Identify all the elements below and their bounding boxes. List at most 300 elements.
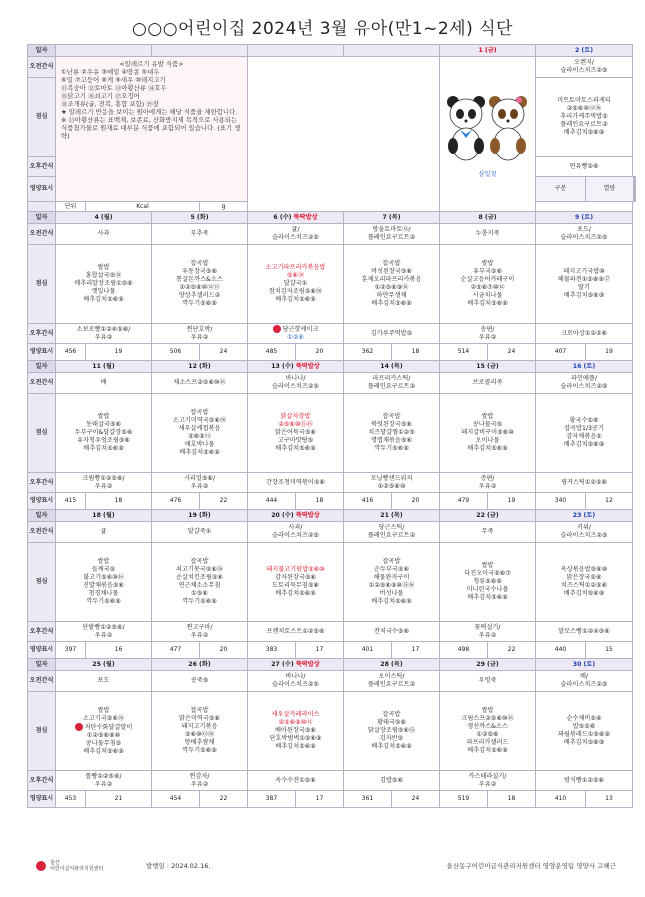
menu-line: 롤빵①②⑤⑥/ [85,772,122,780]
day-header [344,659,440,671]
menu-line: 우유② [190,631,209,639]
am-snack-cell [440,373,536,394]
kcal-value: 485 [248,344,296,361]
day-date: 6 (수) [273,213,292,221]
kcal-value: 454 [152,791,200,808]
menu-line: 청경채나물 [88,590,119,597]
menu-line: 송편/ [480,325,495,333]
menu-line: 동태살국⑤⑥ [85,421,121,428]
holiday-label: 삼일절 [478,170,497,178]
menu-line: ⑤⑥⑩⑫⑯ [184,731,215,738]
kcal-value: 514 [440,344,488,361]
am-snack-cell [536,57,633,78]
am-snack-cell [248,671,344,692]
pm-snack-cell [56,324,152,344]
menu-line: 밤식빵①②⑤⑥ [563,776,605,784]
menu-line: 핑거스틱①②⑤⑥ [560,478,608,486]
pm-snack-cell [248,473,344,493]
menu-line: 옥수수전①⑤⑥ [275,776,316,784]
day-header [56,212,152,224]
day-date: 18 (월) [92,511,115,519]
day-header [344,510,440,522]
pm-snack-cell [344,622,440,642]
day-header [440,510,536,522]
day-header [536,212,633,224]
notice-line: ⑥밀 ⑦고등어 ⑧게 ⑨새우 ⑩돼지고기 [61,76,166,84]
day-header [152,212,248,224]
menu-line: 우유② [478,780,497,788]
label-am-snack: 오전간식 [28,224,56,245]
panda-illustration [443,90,533,164]
menu-line: 돼지고기볶음 [181,723,218,730]
menu-line: 새우살케첩볶음 [178,425,221,432]
menu-line: 쌀밥 [481,562,494,569]
menu-line: 플레인요구르트② [367,383,416,390]
am-snack-cell [248,224,344,245]
menu-line: 꽈월볶래드①⑤⑥⑨ [557,731,611,738]
protein-value: 22 [200,791,248,808]
lunch-cell [152,245,248,324]
day-header [152,659,248,671]
kcal-value: 340 [536,493,586,510]
menu-line: 슬라이스치즈②⑤ [560,383,608,390]
kcal-value: 444 [248,493,296,510]
menu-line: 플레인요구르트② [560,121,608,128]
lunch-row [28,543,636,622]
menu-line: 유부국⑤⑥ [472,268,503,275]
menu-line: 깍두기⑤⑥⑨ [374,445,409,452]
org-line-1: 울산 [50,860,60,866]
protein-value: 22 [488,642,536,659]
day-header [56,510,152,522]
lunch-cell [248,543,344,622]
blank-cells [248,57,440,212]
menu-line: 우유② [94,333,113,341]
lunch-cell [440,394,536,473]
am-snack-cell [56,522,152,543]
menu-line: 슬라이스치즈②⑤ [560,532,608,539]
protein-value: 19 [86,344,152,361]
menu-line: 잔치국수⑤⑥ [373,627,409,635]
menu-line: ①②⑤⑥⑧⑩ [86,731,121,739]
protein-value: 24 [200,344,248,361]
kcal-value: 410 [536,791,586,808]
day-date: 26 (화) [188,660,211,668]
menu-line: 들깨국⑤ [91,566,116,573]
menu-line: 카스테라설기/ [468,772,507,780]
menu-line: 닭살자장밥 [280,413,311,420]
lunch-cell [536,245,633,324]
menu-line: ①②⑤⑥⑩⑫⑬ [179,284,220,291]
pm-snack-cell [440,771,536,791]
menu-line: 슬라이스치즈②⑤ [272,234,319,241]
am-snack-row [28,671,636,692]
day-header [56,45,152,57]
day-date: 2 (토) [574,46,594,54]
label-spacer [28,202,56,212]
menu-line: 깻잎나물 [91,288,116,295]
notice-line: ⑪복숭아 ⑫토마토 ⑬아황산류 ⑭호두 [61,84,167,92]
menu-line: 포도/ [576,226,592,233]
menu-line: 키위/ [576,524,592,531]
menu-line: 당근핫케이크 [282,326,319,333]
menu-line: 감자채볶음⑤ [566,433,602,440]
am-snack-row [28,57,636,78]
menu-line: 콩나물국⑤ [472,421,503,428]
menu-line: 당근스틱/ [378,524,405,531]
day-date: 19 (화) [188,511,211,519]
label-nutrition: 영양표시 [28,493,56,510]
label-day: 일자 [28,45,56,57]
pm-snack-cell [248,324,344,344]
menu-line: 순살치킨조림⑤⑥ [176,574,223,581]
menu-line: 딸기 [578,284,590,291]
menu-line: 닭살장조림⑤⑥⑮ [367,727,416,734]
menu-line: 순수제비⑤⑥ [566,715,602,722]
lunch-cell [440,245,536,324]
kcal-value: 415 [56,493,86,510]
menu-line: 채소스프②⑤⑥⑩⑯ [173,379,226,386]
am-snack-cell [344,224,440,245]
pm-snack-cell [344,473,440,493]
lunch-cell [248,245,344,324]
issue-date: 발행일 : 2024.02.16. [146,862,211,870]
am-snack-cell [152,671,248,692]
protein-value: 19 [488,493,536,510]
protein-value: 22 [200,493,248,510]
notice-line: ★ 알레르기 반응을 보이는 원아에게는 해당 식품을 제한합니다. [61,108,238,116]
menu-line: 오이스틱/ [378,673,405,680]
am-snack-cell [440,522,536,543]
menu-line: 잡곡밥 [382,413,401,420]
pm-snack-cell [56,622,152,642]
menu-line: 잡곡밥 [190,409,209,416]
lunch-row [28,692,636,771]
menu-line: 우유② [190,333,209,341]
lunch-cell [536,394,633,473]
menu-line: ⑤⑥⑨⑫ [188,433,211,440]
menu-line: 크림스프②⑤⑥⑩⑯ [461,715,514,722]
lunch-cell [56,543,152,622]
menu-line: 크로아상①②⑤⑥ [560,329,608,337]
pm-snack-cell [440,473,536,493]
menu-line: 소고기국⑤⑥⑯ [82,714,125,722]
kcal-value: 401 [344,642,392,659]
kcal-value: 387 [248,791,296,808]
menu-line: 치즈달걀찜①②⑤ [368,429,415,436]
kcal-value: 416 [344,493,392,510]
kcal-value: 498 [440,642,488,659]
protein-value: 17 [296,791,344,808]
nutrition-row [28,493,636,510]
menu-line: 쌀밥 [481,707,494,714]
menu-line: 크림빵①②⑤⑥/ [82,474,125,482]
menu-line: 명엽채볶음⑤⑥ [371,437,412,444]
menu-line: 해물파전①⑤⑥⑨⑰ [557,276,611,283]
menu-line: 우동장국⑤⑥ [181,268,217,275]
label-nutrition: 영양표시 [28,791,56,808]
menu-line: 파프리카스틱/ [372,375,411,382]
menu-line: 메추리알장조림①⑤⑥ [74,280,133,287]
label-pm-snack: 오후간식 [28,473,56,493]
menu-line: 플레인요구르트② [367,532,416,539]
kcal-value: 519 [440,791,488,808]
menu-line: 우유② [478,333,497,341]
day-header [440,659,536,671]
am-snack-cell [344,373,440,394]
day-date: 16 (토) [572,362,596,370]
day-header [56,659,152,671]
protein-value: 18 [86,493,152,510]
label-lunch: 점심 [28,245,56,324]
center-logo-icon [36,861,46,871]
am-snack-cell [440,224,536,245]
menu-line: 슬라이스치즈②⑤ [560,681,608,688]
menu-line: 오이나물 [475,437,500,444]
pm-snack-cell [440,622,536,642]
menu-line: 잡곡밥 [382,260,401,267]
menu-line: 파인애플/ [571,375,597,382]
day-date: 14 (목) [380,362,403,370]
menu-line: 새우살카레라이스 [271,711,320,718]
day-header [248,510,344,522]
day-date: 15 (금) [476,362,499,370]
menu-line: 슬라이스치즈②⑤ [272,681,319,688]
lunch-cell [248,394,344,473]
menu-line: 우유② [478,482,497,490]
lunch-cell [56,245,152,324]
am-snack-cell [344,522,440,543]
label-pm-snack: 오후간식 [28,157,56,177]
label-lunch: 점심 [28,692,56,771]
protein-value: 18 [488,791,536,808]
day-date: 12 (화) [188,362,211,370]
am-snack-cell [56,671,152,692]
menu-line: 꽃떡설기/ [474,623,501,631]
menu-line-with-icon [57,723,150,732]
day-date: 1 (금) [478,46,497,54]
pm-snack-cell [152,622,248,642]
lunch-cell [56,394,152,473]
menu-line: 배추김치⑤⑥⑨ [275,743,316,750]
special-badge: 뚝딱밥상 [293,213,318,221]
pm-snack-cell [248,622,344,642]
day-header [152,45,248,57]
menu-line: 바나나/ [285,375,306,382]
menu-line: 연근채소소무침 [178,582,221,589]
menu-line: 방울토마토⑫/ [372,226,411,233]
menu-line: 옥상볶음밥⑤⑥⑩ [560,566,608,573]
spacer [536,202,633,212]
nutrition-row [28,642,636,659]
pm-snack-cell [152,324,248,344]
menu-line: 배/ [579,673,589,680]
menu-line: 저탄수화달걀말이 [84,723,133,731]
am-snack-cell [152,224,248,245]
pm-snack-cell [536,473,633,493]
menu-line: 말모스빵①②④⑤⑥ [558,627,610,635]
day-header [344,361,440,373]
menu-line: 쌀밥 [97,264,110,271]
menu-line: 미트토마토스파게티 [557,97,611,104]
day-header [536,361,633,373]
menu-line: 배추김치⑤⑥⑨ [371,300,412,307]
pm-snack-cell [56,771,152,791]
day-header [536,510,633,522]
day-date: 9 (토) [574,213,594,221]
menu-line: 돼지고기국밥⑩ [563,268,605,275]
pm-snack-cell [56,473,152,493]
kcal-value: 456 [56,344,86,361]
notice-line: ①난류 ②우유 ③메밀 ④땅콩 ⑤대두 [61,68,160,76]
am-snack-row [28,373,636,394]
lunch-cell [344,245,440,324]
menu-line: ①②⑤⑥ [476,731,499,738]
kcal-value: 453 [56,791,86,808]
lunch-cell [344,543,440,622]
menu-line: ①②⑥ [287,334,304,341]
menu-line: 깍두기⑤⑥⑨ [182,747,217,754]
menu-line: 잡곡밥 [190,707,209,714]
menu-line: 양상추샐러드② [178,292,221,299]
menu-line: 플레인요구르트② [367,234,416,241]
protein-value: 20 [296,344,344,361]
menu-line: 쌀밥 [97,706,110,714]
menu-line: 쌀밥 [97,558,110,565]
menu-line: 누룽지죽 [475,230,500,237]
date-row [28,510,636,522]
lunch-cell [344,394,440,473]
day-date: 7 (목) [382,213,401,221]
menu-line: 순살고등어카레구이 [460,276,515,283]
menu-line: 오렌지/ [573,59,595,66]
menu-line: 소보로빵①②④⑤⑥/ [76,325,131,333]
menu-line: 소고기미역국⑤⑥⑯ [172,417,227,424]
protein-value: 17 [392,642,440,659]
menu-line: 맑은장국⑤⑥ [566,574,602,581]
pm-snack-cell [248,771,344,791]
menu-line: 소고기파프리카볶음밥 [265,264,326,271]
pm-snack-cell [440,324,536,344]
menu-line: 배추김치⑤⑥⑨ [563,292,605,299]
day-date: 5 (화) [190,213,209,221]
menu-line: 맑은미역국⑤⑥ [179,715,220,722]
menu-line: 콩나물무침⑤ [85,739,122,747]
menu-line: 치즈스틱①②⑤⑥ [560,582,608,589]
lunch-cell [248,692,344,771]
menu-line: 배추김치⑤⑥⑨ [467,445,508,452]
menu-line: 사과/ [288,524,303,531]
menu-line: 찐감자/ [189,772,210,780]
day-header [536,45,633,57]
menu-line: 파프리카샐러드 [466,739,509,746]
date-row [28,361,636,373]
label-pm-snack: 오후간식 [28,622,56,642]
lunch-cell [152,394,248,473]
pm-snack-cell [152,771,248,791]
nutrition-row [28,344,636,361]
label-pm-snack: 오후간식 [28,324,56,344]
protein-value: 21 [86,791,152,808]
am-snack-cell [536,671,633,692]
menu-line: 배추김치⑤⑥⑨ [275,296,316,303]
kcal-value: 361 [344,791,392,808]
special-icon [273,325,281,333]
protein-value: 19 [586,344,633,361]
label-am-snack: 오전간식 [28,671,56,692]
day-header [440,45,536,57]
lowcarb-icon [75,723,83,731]
protein-value: 16 [86,642,152,659]
am-snack-row [28,522,636,543]
day-header [440,361,536,373]
menu-line: 황국수⑤⑥ [569,417,599,424]
label-nutrition: 영양표시 [28,177,56,202]
menu-line: 찐단호박/ [186,325,213,333]
menu-line: ②⑤⑥⑦⑩⑫ [470,284,505,291]
nutrition-row [28,791,636,808]
date-row [28,659,636,671]
menu-line: 배추김치⑤⑥⑨ [371,598,412,605]
nut-unit: g [200,202,248,212]
special-badge: 뚝딱밥상 [295,362,320,370]
menu-line: 배추김치⑤⑥⑨ [275,590,316,597]
menu-line: 양배추쌈채 [184,739,215,746]
menu-line: 잡곡밥 [382,558,401,565]
menu-line: 배추김치⑤⑥⑨ [563,590,605,597]
day-header [440,212,536,224]
menu-line: 배추김치⑤⑥⑨ [467,300,508,307]
label-lunch: 점심 [28,78,56,157]
label-am-snack: 오전간식 [28,373,56,394]
menu-line: 해물완자구이 [373,574,410,581]
menu-line: 플레인요구르트② [367,681,416,688]
menu-line: 포도 [97,677,110,684]
day-date: 11 (월) [92,362,115,370]
day-header [248,361,344,373]
date-row [28,45,636,57]
lunch-cell [56,692,152,771]
menu-line: 깍두기⑤⑥⑨ [182,300,217,307]
protein-value: 20 [392,493,440,510]
date-row [28,212,636,224]
day-date: 29 (금) [476,660,499,668]
pm-snack-cell [536,157,633,177]
menu-line: 배추김치⑤⑥⑨ [467,594,508,601]
label-nutrition: 영양표시 [28,344,56,361]
menu-line: ⑤⑥⑯ [286,272,305,279]
pm-snack-cell [152,473,248,493]
pm-snack-row [28,324,636,344]
menu-line: 김가루주먹밥⑤ [370,329,413,337]
menu-line: 단팥빵①②⑤⑥/ [82,623,125,631]
menu-line: 진발채볶음⑤⑥ [83,582,124,589]
day-date: 13 (수) [271,362,294,370]
menu-line: 모닝빵샌드위치 [370,474,413,482]
pm-snack-cell [536,324,633,344]
org-line-2: 어린이급식관리지원센터 [50,866,104,872]
label-am-snack: 오전간식 [28,57,56,78]
menu-line: 달걀국① [283,280,308,287]
lunch-cell [536,543,633,622]
menu-line: 귤 [100,528,107,535]
day-date: 30 (토) [572,660,596,668]
menu-line: 고구마맛탕⑤ [277,437,314,444]
menu-line: 배추김치⑤⑥⑨ [83,747,124,755]
menu-table [27,44,636,808]
label-day: 일자 [28,510,56,522]
menu-line: 우유② [190,780,209,788]
